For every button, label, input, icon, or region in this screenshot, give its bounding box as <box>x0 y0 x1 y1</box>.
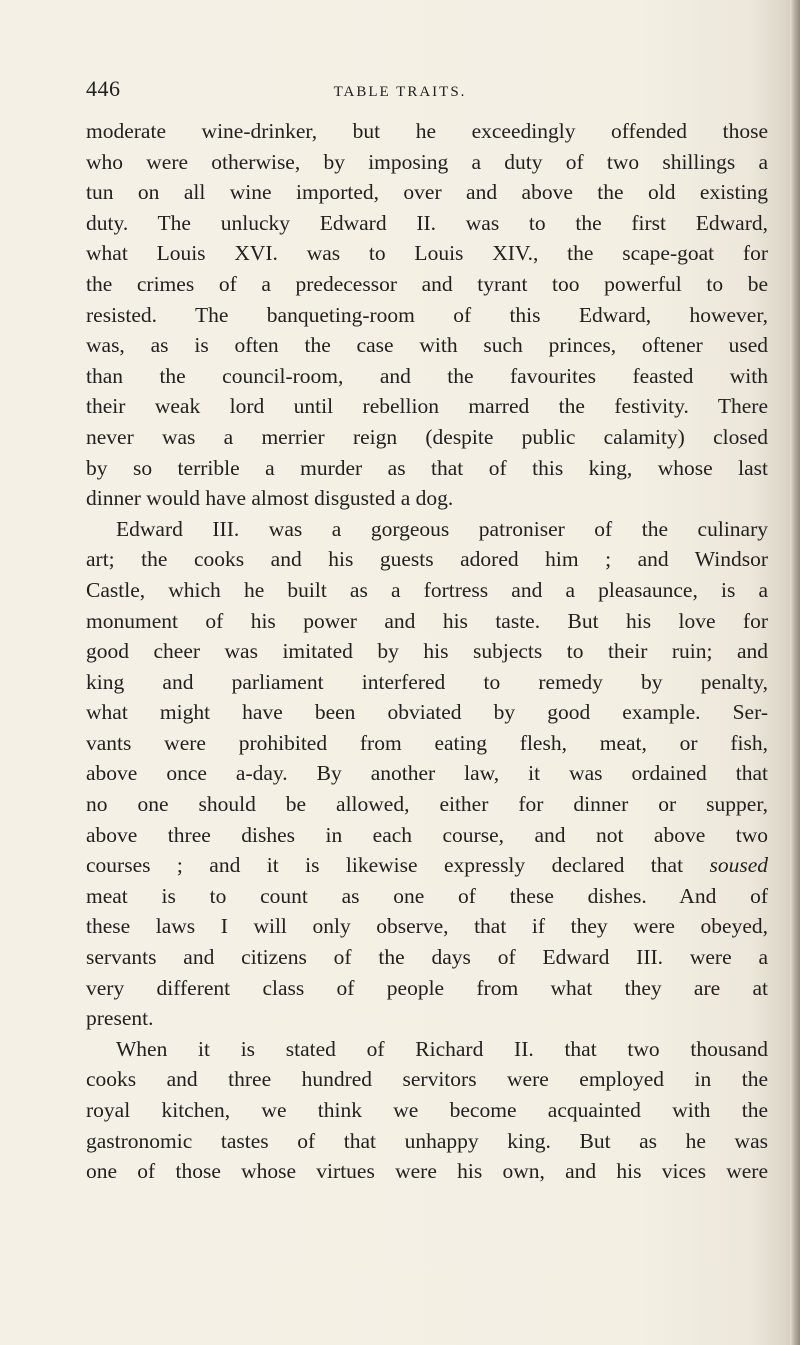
text-line: monument of his power and his taste. But his love for <box>86 608 768 633</box>
body-text <box>86 116 768 1187</box>
text-line: these laws I will only observe, that if they were obeyed, <box>86 914 768 939</box>
text-line: art; the cooks and his guests adored him ; and Windsor <box>86 547 768 572</box>
text-line: what might have been obviated by good example. Ser- <box>86 700 768 725</box>
text-segment: courses ; and it is likewise expressly declared that <box>86 853 710 878</box>
text-line: present. <box>86 1006 154 1031</box>
running-title: TABLE TRAITS. <box>333 84 467 100</box>
text-line: very different class of people from what they are at <box>86 975 768 1000</box>
text-line: one of those whose virtues were his own, and his vices were <box>86 1159 768 1184</box>
text-line: who were otherwise, by imposing a duty of two shillings a <box>86 149 768 174</box>
text-line: dinner would have almost disgusted a dog. <box>86 486 454 511</box>
text-line: than the council-room, and the favourites feasted with <box>86 363 768 388</box>
text-line: moderate wine-drinker, but he exceedingly offended those <box>86 119 768 143</box>
text-line: never was a merrier reign (despite public calamity) closed <box>86 424 768 449</box>
text-line: good cheer was imitated by his subjects to their ruin; and <box>86 639 768 664</box>
text-line: vants were prohibited from eating flesh, meat, or fish, <box>86 730 768 755</box>
text-line: Edward III. was a gorgeous patroniser of the culinary <box>116 516 768 541</box>
text-line: cooks and three hundred servitors were employed in the <box>86 1067 768 1092</box>
text-line: above once a-day. By another law, it was ordained that <box>86 761 768 786</box>
text-line <box>86 850 768 881</box>
page-edge-shadow <box>790 0 800 1345</box>
text-line: resisted. The banqueting-room of this Edward, however, <box>86 302 768 327</box>
text-line: tun on all wine imported, over and above the old existing <box>86 180 768 205</box>
text-line: by so terrible a murder as that of this king, whose last <box>86 455 768 480</box>
text-line: above three dishes in each course, and not above two <box>86 822 768 847</box>
text-line: duty. The unlucky Edward II. was to the first Edward, <box>86 210 768 235</box>
text-line: what Louis XVI. was to Louis XIV., the scape-goat for <box>86 241 768 266</box>
text-line: servants and citizens of the days of Edward III. were a <box>86 945 768 970</box>
text-line: no one should be allowed, either for dinner or supper, <box>86 792 768 817</box>
text-line: was, as is often the case with such princes, oftener used <box>86 333 768 358</box>
text-line: their weak lord until rebellion marred the festivity. There <box>86 394 768 419</box>
page-number: 446 <box>86 76 121 101</box>
text-line: meat is to count as one of these dishes. And of <box>86 883 768 908</box>
text-line: king and parliament interfered to remedy by penalty, <box>86 669 768 694</box>
text-line: the crimes of a predecessor and tyrant too powerful to be <box>86 271 768 296</box>
text-line: When it is stated of Richard II. that two thousand <box>116 1036 768 1061</box>
text-line: Castle, which he built as a fortress and a pleasaunce, is a <box>86 577 768 602</box>
emphasized-word: soused <box>709 853 768 878</box>
text-line: gastronomic tastes of that unhappy king. But as he was <box>86 1128 768 1153</box>
text-line: royal kitchen, we think we become acquainted with the <box>86 1098 768 1122</box>
